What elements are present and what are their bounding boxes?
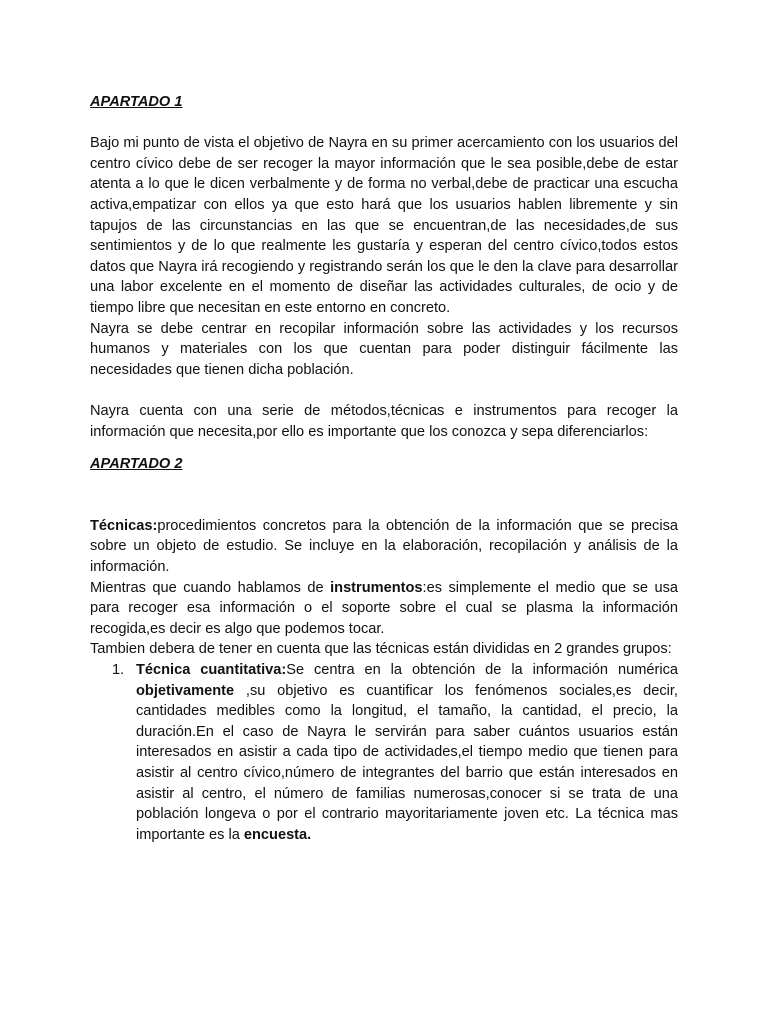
spacer — [90, 380, 678, 401]
term-encuesta: encuesta. — [243, 826, 312, 843]
term-tecnicas: Técnicas: — [90, 517, 158, 534]
text-segment: Se centra en la obtención de la información numérica — [286, 662, 678, 679]
term-instrumentos: instrumentos — [330, 579, 423, 596]
paragraph-methods: Nayra cuenta con una serie de métodos,técnicas e instrumentos para recoger la información que necesita,por ello es importante que los conozca y sepa diferenciarlos: — [90, 402, 678, 440]
section-heading-apartado-2: APARTADO 2 — [90, 456, 183, 473]
spacer — [90, 475, 678, 516]
term-tecnica-cuantitativa: Técnica cuantitativa: — [136, 662, 287, 679]
definition-tecnicas: procedimientos concretos para la obtención de la información que se precisa sobre un objeto de estudio. Se incluye en la elaboración, recopilación y análisis de la información. — [90, 517, 678, 576]
paragraph-focus: Nayra se debe centrar en recopilar información sobre las actividades y los recursos humanos y materiales con los que cuentan para poder distinguir fácilmente las necesidades que tienen dicha población. — [90, 320, 678, 378]
paragraph-instrumentos — [90, 578, 678, 640]
list-number: 1. — [112, 662, 125, 679]
paragraph-tecnicas — [90, 516, 678, 578]
spacer — [90, 442, 678, 454]
document-page — [90, 92, 678, 845]
text-segment: ,su objetivo es cuantificar los fenómenos sociales,es decir, cantidades medibles como la longitud, el tamaño, la cantidad, el precio, la duración.En el caso de Nayra le servirán para saber cuántos usuarios están interesados en asistir a cada tipo de actividades,el tiempo medio que tienen para asistir al centro cívico,número de integrantes del barrio que están interesados en asistir al centro, el número de familias numerosas,conocer si se trata de una población longeva o por el contrario mayoritariamente joven etc. La técnica mas importante es la — [136, 682, 678, 843]
paragraph-grupos: Tambien debera de tener en cuenta que las técnicas están divididas en 2 grandes grupos: — [90, 641, 672, 658]
paragraph-intro: Bajo mi punto de vista el objetivo de Nayra en su primer acercamiento con los usuarios del centro cívico debe de ser recoger la mayor información que le sea posible,debe de estar atenta a lo que le dicen verbalmente y de forma no verbal,debe de practicar una escucha activa,empatizar con ellos ya que esto hará que los usuarios hablen libremente y sin tapujos de las circunstancias en las que se encuentran,de las necesidades,de sus sentimientos y de lo que realmente les gustaría y esperan del centro cívico,todos estos datos que Nayra irá recogiendo y registrando serán los que le den la clave para desarrollar una labor excelente en el momento de diseñar las actividades culturales, de ocio y de tiempo libre que necesitan en este entorno en concreto. — [90, 135, 678, 316]
technique-list — [90, 660, 678, 845]
section-heading-apartado-1: APARTADO 1 — [90, 94, 183, 110]
definition-instrumentos: :es simplemente el medio que se usa para recoger esa información o el soporte sobre el cual se plasma la información recogida,es decir es algo que podemos tocar. — [90, 579, 678, 637]
spacer — [90, 113, 678, 134]
list-item — [90, 660, 678, 845]
text-segment: Mientras que cuando hablamos de — [90, 579, 331, 596]
term-objetivamente: objetivamente — [136, 682, 235, 699]
